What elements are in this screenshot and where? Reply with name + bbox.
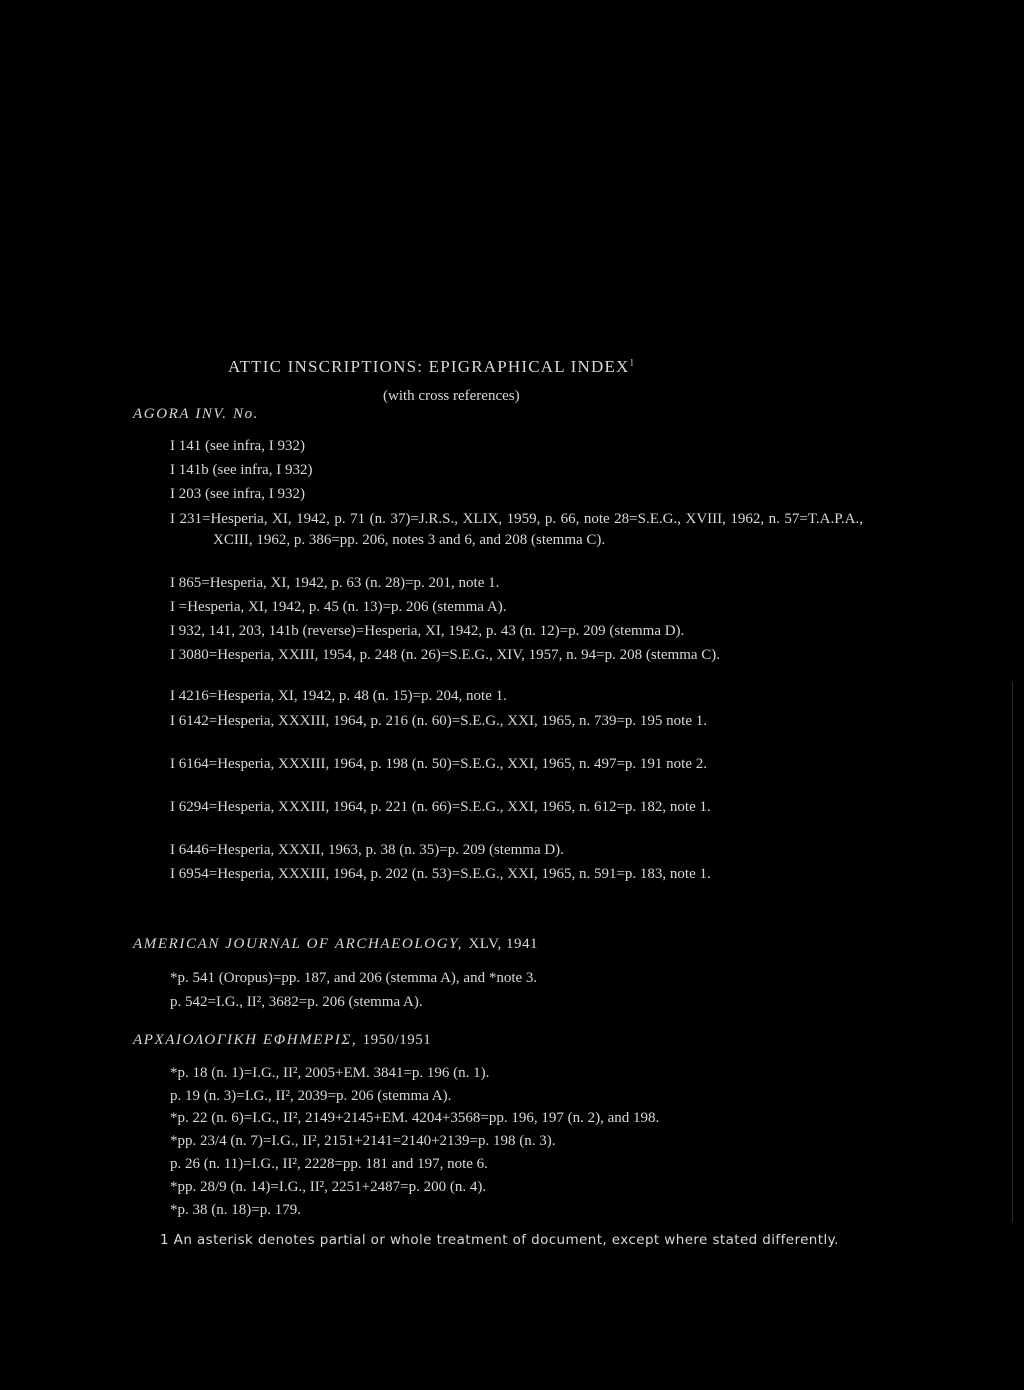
index-title-text: ATTIC INSCRIPTIONS: EPIGRAPHICAL INDEX — [228, 357, 630, 376]
section-heading-ephemeris-title: ΑΡΧΑΙΟΛΟΓΙΚΗ ΕΦΗΜΕΡΙΣ, — [133, 1032, 358, 1048]
section-heading-ephemeris — [133, 1032, 431, 1049]
index-entry: I 141b (see infra, I 932) — [170, 462, 313, 478]
index-entry: I =Hesperia, XI, 1942, p. 45 (n. 13)=p. 206 (stemma A). — [170, 599, 507, 615]
index-entry: *p. 541 (Oropus)=pp. 187, and 206 (stemma A), and *note 3. — [170, 970, 538, 986]
index-entry: I 203 (see infra, I 932) — [170, 486, 305, 502]
index-entry: I 6954=Hesperia, XXXIII, 1964, p. 202 (n. 53)=S.E.G., XXI, 1965, n. 591=p. 183, note 1. — [170, 866, 711, 882]
index-entry: I 3080=Hesperia, XXIII, 1954, p. 248 (n. 26)=S.E.G., XIV, 1957, n. 94=p. 208 (stemma C). — [170, 647, 721, 663]
scan-edge-rule — [1012, 682, 1013, 1222]
index-entry: *pp. 23/4 (n. 7)=I.G., II², 2151+2141=2140+2139=p. 198 (n. 3). — [170, 1133, 556, 1149]
section-heading-aja — [133, 936, 538, 953]
section-heading-aja-volume: XLV, 1941 — [468, 936, 538, 952]
section-heading-aja-title: AMERICAN JOURNAL OF ARCHAEOLOGY, — [133, 936, 464, 952]
index-entry: I 6142=Hesperia, XXXIII, 1964, p. 216 (n. 60)=S.E.G., XXI, 1965, n. 739=p. 195 note 1. — [170, 713, 707, 729]
index-entry: *p. 22 (n. 6)=I.G., II², 2149+2145+EM. 4204+3568=pp. 196, 197 (n. 2), and 198. — [170, 1110, 660, 1126]
index-entry: I 6294=Hesperia, XXXIII, 1964, p. 221 (n. 66)=S.E.G., XXI, 1965, n. 612=p. 182, note 1. — [170, 799, 711, 815]
index-entry: p. 26 (n. 11)=I.G., II², 2228=pp. 181 and 197, note 6. — [170, 1156, 488, 1172]
title-footnote-mark: 1 — [629, 357, 636, 368]
index-subtitle: (with cross references) — [383, 388, 520, 404]
index-entry: p. 542=I.G., II², 3682=p. 206 (stemma A). — [170, 994, 423, 1010]
section-heading-agora: AGORA INV. No. — [133, 406, 260, 422]
index-entry: I 6446=Hesperia, XXXII, 1963, p. 38 (n. 35)=p. 209 (stemma D). — [170, 842, 564, 858]
index-entry: *p. 18 (n. 1)=I.G., II², 2005+EM. 3841=p. 196 (n. 1). — [170, 1065, 490, 1081]
index-entry: *pp. 28/9 (n. 14)=I.G., II², 2251+2487=p. 200 (n. 4). — [170, 1179, 487, 1195]
index-entry: I 141 (see infra, I 932) — [170, 438, 305, 454]
index-entry: I 932, 141, 203, 141b (reverse)=Hesperia, XI, 1942, p. 43 (n. 12)=p. 209 (stemma D). — [170, 623, 685, 639]
footnote — [160, 1232, 839, 1248]
footnote-text: 1 An asterisk denotes partial or whole treatment of document, except where stated differently. — [160, 1232, 839, 1248]
index-entry: I 4216=Hesperia, XI, 1942, p. 48 (n. 15)=p. 204, note 1. — [170, 688, 507, 704]
index-entry: p. 19 (n. 3)=I.G., II², 2039=p. 206 (stemma A). — [170, 1088, 452, 1104]
index-entry: I 865=Hesperia, XI, 1942, p. 63 (n. 28)=p. 201, note 1. — [170, 575, 500, 591]
index-entry: *p. 38 (n. 18)=p. 179. — [170, 1202, 301, 1218]
index-title — [228, 357, 635, 377]
index-entry: I 231=Hesperia, XI, 1942, p. 71 (n. 37)=J.R.S., XLIX, 1959, p. 66, note 28=S.E.G., XVIII, 1962, n. 57=T.A.P.A., XCIII, 1962, p. 386=pp. 206, notes 3 and 6, and 208 (stemma C). — [170, 511, 863, 548]
section-heading-ephemeris-volume: 1950/1951 — [362, 1032, 432, 1048]
index-entry: I 6164=Hesperia, XXXIII, 1964, p. 198 (n. 50)=S.E.G., XXI, 1965, n. 497=p. 191 note 2. — [170, 756, 707, 772]
